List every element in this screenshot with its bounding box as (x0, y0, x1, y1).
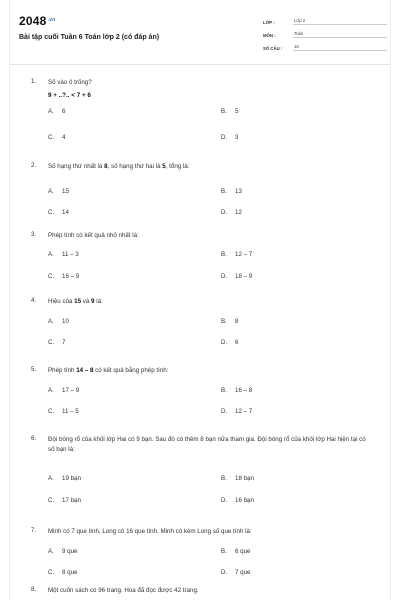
question-text-part: là: (94, 298, 103, 305)
question-expression: 9 + ..?.. < 7 + 6 (48, 92, 91, 99)
answer-option[interactable] (48, 188, 69, 195)
answer-option[interactable] (48, 134, 65, 141)
meta-row-class (263, 17, 387, 25)
question-text-part: , tổng là: (165, 163, 190, 170)
option-letter: D. (221, 134, 228, 141)
question-text (48, 527, 372, 537)
question-number: 3. (31, 231, 37, 238)
option-text: 11 – 5 (62, 408, 79, 415)
question-text-part: Đội bóng rổ của khối lớp Hai có 9 bạn. Sau đó có thêm 8 bạn nữa tham gia. Đội bóng rổ của khối lớp Hai hiện tại có số bạn là: (48, 436, 366, 453)
option-text: 19 bạn (62, 475, 81, 482)
answer-option[interactable] (48, 108, 65, 115)
option-text: 9 que (62, 548, 78, 555)
option-text: 18 – 9 (235, 273, 253, 280)
question-text-emphasis: 9 (91, 298, 95, 305)
answer-option[interactable] (48, 548, 77, 555)
option-text: 7 que (235, 569, 251, 576)
option-text: 16 bạn (235, 497, 254, 504)
meta-label: LỚP : (263, 20, 275, 25)
option-letter: A. (48, 251, 54, 258)
question-text-part: Một cuốn sách có 96 trang. Hoa đã đọc được 42 trang. (48, 587, 199, 594)
question-number: 7. (31, 527, 37, 534)
option-letter: B. (221, 108, 227, 115)
question-text-part: Số hạng thứ nhất là (48, 163, 105, 170)
answer-option[interactable] (48, 497, 81, 504)
option-letter: D. (221, 408, 228, 415)
option-letter: A. (48, 108, 54, 115)
option-letter: C. (48, 134, 55, 141)
answer-option[interactable] (221, 475, 254, 482)
header-divider (10, 64, 390, 65)
option-letter: B. (221, 548, 227, 555)
answer-option[interactable] (221, 339, 238, 346)
question-number: 8. (31, 586, 37, 593)
option-text: 17 – 9 (62, 387, 80, 394)
question-number: 6. (31, 435, 37, 442)
option-text: 11 – 3 (62, 251, 79, 258)
answer-option[interactable] (221, 273, 252, 280)
option-text: 17 bạn (62, 497, 81, 504)
answer-option[interactable] (48, 339, 65, 346)
option-text: 12 – 7 (235, 251, 253, 258)
question-text-emphasis: 14 – 8 (76, 367, 94, 374)
option-letter: D. (221, 569, 228, 576)
option-text: 3 (235, 134, 239, 141)
option-text: 8 que (62, 569, 78, 576)
meta-row-count (263, 43, 387, 51)
option-letter: B. (221, 188, 227, 195)
option-letter: B. (221, 387, 227, 394)
answer-option[interactable] (48, 209, 69, 216)
option-letter: D. (221, 497, 228, 504)
question-text-part: Phép tính có kết quả nhỏ nhất là: (48, 232, 139, 239)
option-text: 18 bạn (235, 475, 254, 482)
option-letter: C. (48, 497, 55, 504)
option-letter: C. (48, 339, 55, 346)
meta-value: 16 (293, 44, 387, 51)
answer-option[interactable] (48, 273, 79, 280)
option-letter: C. (48, 569, 55, 576)
answer-option[interactable] (48, 251, 79, 258)
question-text-part: có kết quả bằng phép tính: (93, 367, 169, 374)
option-text: 16 – 8 (235, 387, 253, 394)
option-text: 6 que (235, 548, 251, 555)
option-text: 6 (235, 339, 239, 346)
question-number: 5. (31, 366, 37, 373)
option-letter: B. (221, 251, 227, 258)
option-letter: B. (221, 318, 227, 325)
option-text: 12 – 7 (235, 408, 253, 415)
question-text-emphasis: 5 (162, 163, 166, 170)
answer-option[interactable] (221, 108, 238, 115)
meta-value: Toán (293, 31, 387, 38)
meta-row-subject (263, 30, 387, 38)
worksheet-page (9, 0, 391, 600)
answer-option[interactable] (221, 318, 238, 325)
option-letter: A. (48, 475, 54, 482)
option-letter: C. (48, 209, 55, 216)
option-letter: C. (48, 273, 55, 280)
answer-option[interactable] (48, 569, 77, 576)
question-text-part: và (81, 298, 92, 305)
meta-label: MÔN : (263, 33, 276, 38)
answer-option[interactable] (221, 548, 250, 555)
question-text-part: Số vào ô trống? (48, 79, 92, 86)
worksheet-title: Bài tập cuối Tuần 6 Toán lớp 2 (có đáp án) (19, 34, 160, 41)
answer-option[interactable] (221, 569, 250, 576)
question-text-part: , số hạng thứ hai là (107, 163, 163, 170)
meta-value: Lớp 2 (293, 18, 387, 25)
question-text (48, 435, 372, 455)
option-text: 4 (62, 134, 66, 141)
option-text: 5 (235, 108, 239, 115)
option-letter: D. (221, 339, 228, 346)
answer-option[interactable] (221, 408, 252, 415)
question-text (48, 586, 372, 596)
question-text-part: Minh có 7 que tính, Long có 16 que tính. Minh có kém Long số que tính là: (48, 528, 252, 535)
site-logo[interactable] (19, 14, 55, 28)
question-number: 4. (31, 297, 37, 304)
answer-option[interactable] (48, 408, 79, 415)
answer-option[interactable] (221, 497, 254, 504)
option-text: 13 (235, 188, 242, 195)
option-text: 8 (235, 318, 239, 325)
option-text: 16 – 9 (62, 273, 80, 280)
question-text (48, 78, 372, 88)
logo-tld: .vn (47, 17, 56, 23)
question-text (48, 231, 372, 241)
option-text: 15 (62, 188, 69, 195)
meta-label: SỐ CÂU : (263, 46, 283, 51)
question-text-part: Hiệu của (48, 298, 75, 305)
option-letter: C. (48, 408, 55, 415)
option-letter: B. (221, 475, 227, 482)
option-letter: A. (48, 387, 54, 394)
option-letter: A. (48, 188, 54, 195)
answer-option[interactable] (221, 188, 242, 195)
question-text (48, 297, 372, 307)
question-number: 2. (31, 162, 37, 169)
answer-option[interactable] (48, 318, 69, 325)
option-text: 12 (235, 209, 242, 216)
question-text-emphasis: 8 (104, 163, 108, 170)
option-letter: A. (48, 548, 54, 555)
option-text: 6 (62, 108, 66, 115)
answer-option[interactable] (221, 134, 238, 141)
option-letter: D. (221, 209, 228, 216)
worksheet-header (10, 0, 390, 70)
option-text: 14 (62, 209, 69, 216)
option-text: 7 (62, 339, 66, 346)
answer-option[interactable] (48, 387, 79, 394)
option-letter: A. (48, 318, 54, 325)
question-text-part: Phép tính (48, 367, 77, 374)
option-text: 10 (62, 318, 69, 325)
question-number: 1. (31, 78, 37, 85)
question-text-emphasis: 15 (74, 298, 82, 305)
option-letter: D. (221, 273, 228, 280)
answer-option[interactable] (221, 251, 252, 258)
logo-text: 2048 (19, 14, 47, 28)
answer-option[interactable] (221, 387, 252, 394)
answer-option[interactable] (48, 475, 81, 482)
question-text (48, 366, 372, 376)
worksheet-meta (263, 17, 387, 56)
question-text (48, 162, 372, 172)
answer-option[interactable] (221, 209, 242, 216)
